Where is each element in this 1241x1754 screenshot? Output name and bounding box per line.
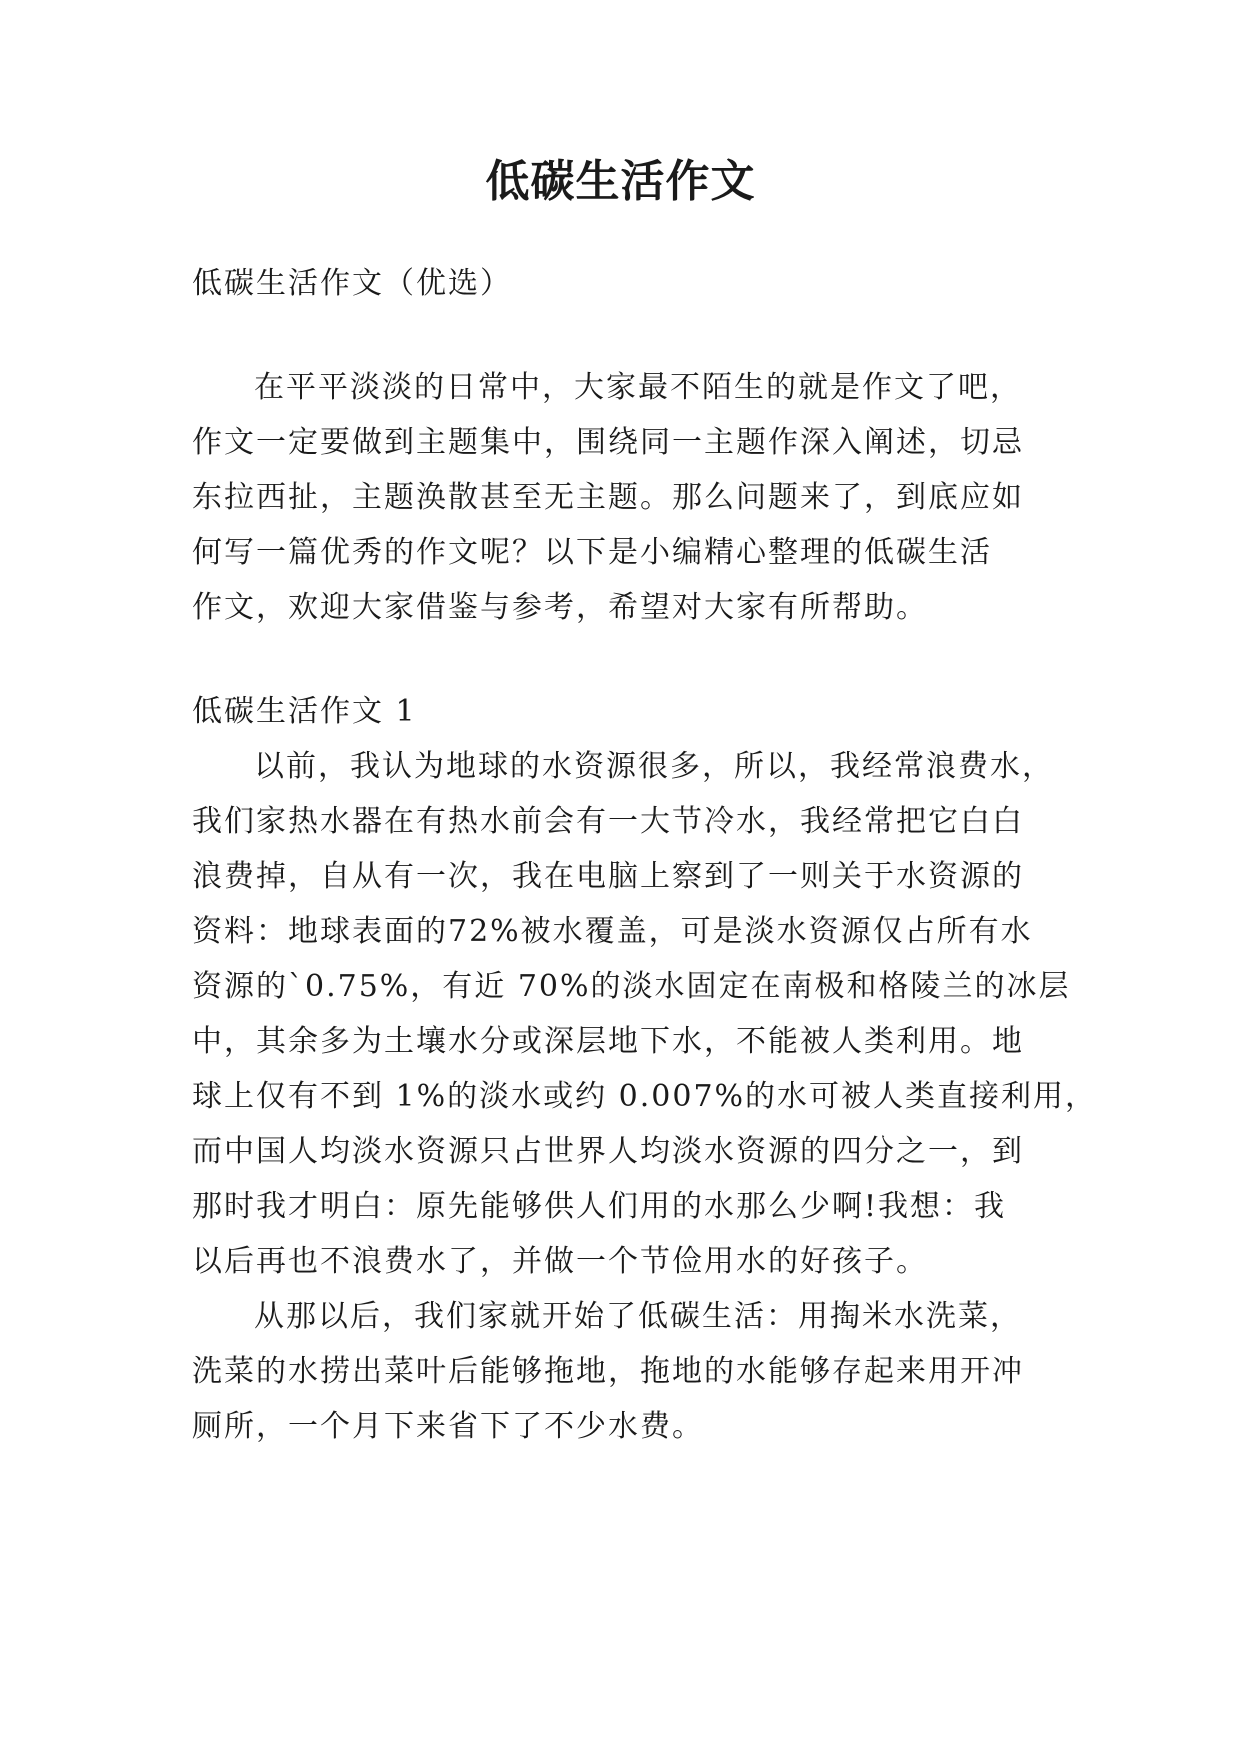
paragraph-line: 球上仅有不到 1%的淡水或约 0.007%的水可被人类直接利用，: [192, 1079, 1098, 1114]
document-title: 低碳生活作文: [485, 156, 756, 207]
paragraph-line: 以前，我认为地球的水资源很多，所以，我经常浪费水，: [254, 749, 1054, 784]
paragraph-line: 从那以后，我们家就开始了低碳生活：用掏米水洗菜，: [254, 1299, 1022, 1334]
paragraph-line: 而中国人均淡水资源只占世界人均淡水资源的四分之一，到: [192, 1134, 1024, 1169]
paragraph-line: 洗菜的水捞出菜叶后能够拖地，拖地的水能够存起来用开冲: [192, 1354, 1024, 1389]
paragraph-line: 以后再也不浪费水了，并做一个节俭用水的好孩子。: [192, 1244, 928, 1279]
intro-line: 在平平淡淡的日常中，大家最不陌生的就是作文了吧，: [254, 370, 1022, 405]
intro-line: 何写一篇优秀的作文呢？以下是小编精心整理的低碳生活: [192, 535, 992, 570]
paragraph-line: 我们家热水器在有热水前会有一大节冷水，我经常把它白白: [192, 804, 1024, 839]
paragraph-line: 资料：地球表面的72%被水覆盖，可是淡水资源仅占所有水: [192, 914, 1033, 949]
intro-line: 作文一定要做到主题集中，围绕同一主题作深入阐述，切忌: [192, 425, 1024, 460]
intro-line: 作文，欢迎大家借鉴与参考，希望对大家有所帮助。: [192, 590, 928, 625]
paragraph-line: 中，其余多为土壤水分或深层地下水，不能被人类利用。地: [192, 1024, 1024, 1059]
paragraph-line: 那时我才明白：原先能够供人们用的水那么少啊!我想：我: [192, 1189, 1007, 1224]
paragraph-line: 厕所，一个月下来省下了不少水费。: [192, 1409, 704, 1444]
section-heading: 低碳生活作文 1: [192, 694, 417, 729]
document-subtitle: 低碳生活作文（优选）: [192, 266, 512, 301]
paragraph-line: 浪费掉，自从有一次，我在电脑上察到了一则关于水资源的: [192, 859, 1024, 894]
paragraph-line: 资源的`0.75%，有近 70%的淡水固定在南极和格陵兰的冰层: [192, 969, 1071, 1004]
intro-line: 东拉西扯，主题涣散甚至无主题。那么问题来了，到底应如: [192, 480, 1024, 515]
